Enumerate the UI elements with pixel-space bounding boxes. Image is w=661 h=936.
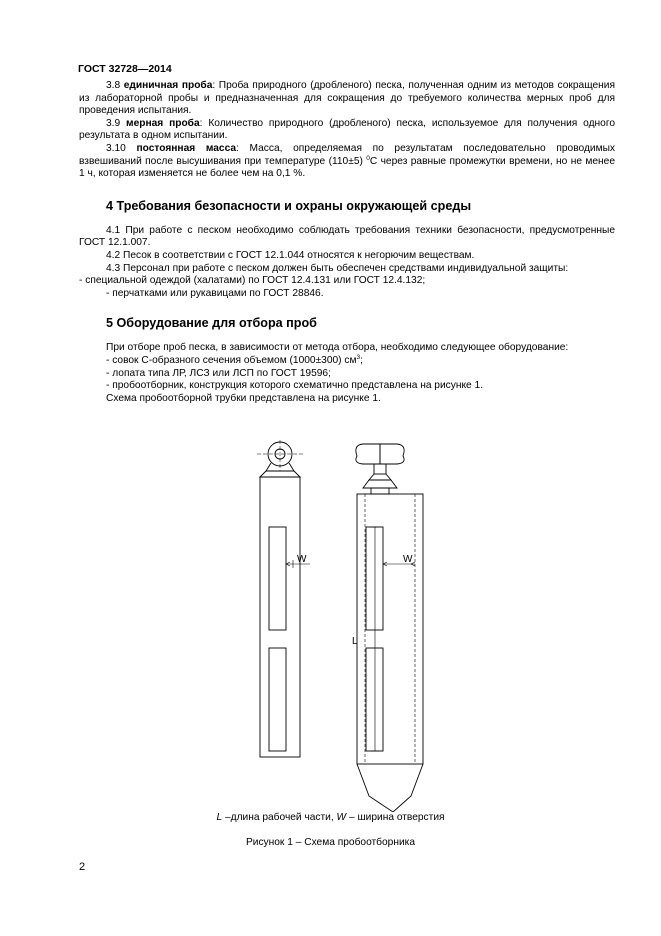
label-w-left: W	[297, 554, 307, 565]
section-4-title: 4 Требования безопасности и охраны окружающей среды	[106, 198, 472, 213]
term: постоянная масса	[136, 142, 237, 154]
label-l: L	[352, 636, 358, 647]
list-item: - перчатками или рукавицами по ГОСТ 28846.	[106, 287, 324, 299]
upper-opening	[366, 527, 383, 630]
list-item: - совок С-образного сечения объемом (1000±300) $см^3$;	[106, 353, 363, 366]
upper-opening	[269, 527, 286, 630]
lower-opening	[269, 648, 286, 751]
page-number: 2	[79, 861, 86, 873]
tube-section-view	[356, 444, 423, 812]
handle-left-grip	[356, 444, 380, 464]
paragraph-3-8: 3.8 единичная проба: Проба природного (дробленого) песка, полученная одним из методов сокращения из лабораторной пробы и предназначенная для сокращения до требуемого количества мерных проб для проведения испытания.	[79, 80, 615, 117]
handle-right-grip	[380, 444, 404, 464]
tube-body	[357, 494, 423, 764]
page-content	[79, 80, 615, 405]
figure-legend: L –длина рабочей части, W – ширина отверстия	[216, 812, 445, 823]
tube-front-view	[257, 440, 310, 757]
paragraph-4-3: 4.3 Персонал при работе с песком должен быть обеспечен средствами индивидуальной защиты:	[106, 262, 569, 274]
paragraph-3-9: 3.9 мерная проба: Количество природного (дробленого) песка, используемое для получения одного результата в одном испытании.	[79, 117, 615, 142]
list-item: - пробоотборник, конструкция которого схематично представлена на рисунке 1.	[106, 380, 484, 392]
document-header: ГОСТ 32728—2014	[78, 63, 172, 75]
list-item: - специальной одеждой (халатами) по ГОСТ 12.4.131 или ГОСТ 12.4.132;	[79, 275, 426, 287]
list-item: - лопата типа ЛР, ЛСЗ или ЛСП по ГОСТ 19596;	[106, 367, 331, 379]
lower-opening	[366, 648, 383, 751]
section-5-title: 5 Оборудование для отбора проб	[106, 316, 317, 331]
paragraph-4-1: 4.1 При работе с песком необходимо соблюдать требования техники безопасности, предусмотренные ГОСТ 12.1.007.	[79, 224, 615, 249]
paragraph-5-intro: При отборе проб песка, в зависимости от метода отбора, необходимо следующее оборудование:	[106, 342, 569, 354]
paragraph-5-scheme: Схема пробоотборной трубки представлена на рисунке 1.	[106, 392, 381, 404]
label-w-right: W	[403, 554, 413, 565]
figure-caption: Рисунок 1 – Схема пробоотборника	[245, 837, 416, 848]
term: мерная проба	[126, 117, 200, 129]
tube-tip	[357, 764, 423, 812]
figure-sampler-diagram	[235, 440, 455, 812]
term: единичная проба	[123, 80, 213, 91]
tube-body	[260, 477, 300, 757]
paragraph-4-2: 4.2 Песок в соответствии с ГОСТ 12.1.044 относятся к негорючим веществам.	[106, 249, 475, 261]
paragraph-3-10: 3.10 постоянная масса: Масса, определяемая по результатам последовательно проводимых взвешиваний после высушивания при температуре (110±5) $^0$С через равные промежутки времени, но не менее 1 ч, которая изменяется не более чем на 0,1 %.	[79, 142, 615, 180]
sampler-drawing	[235, 440, 455, 812]
